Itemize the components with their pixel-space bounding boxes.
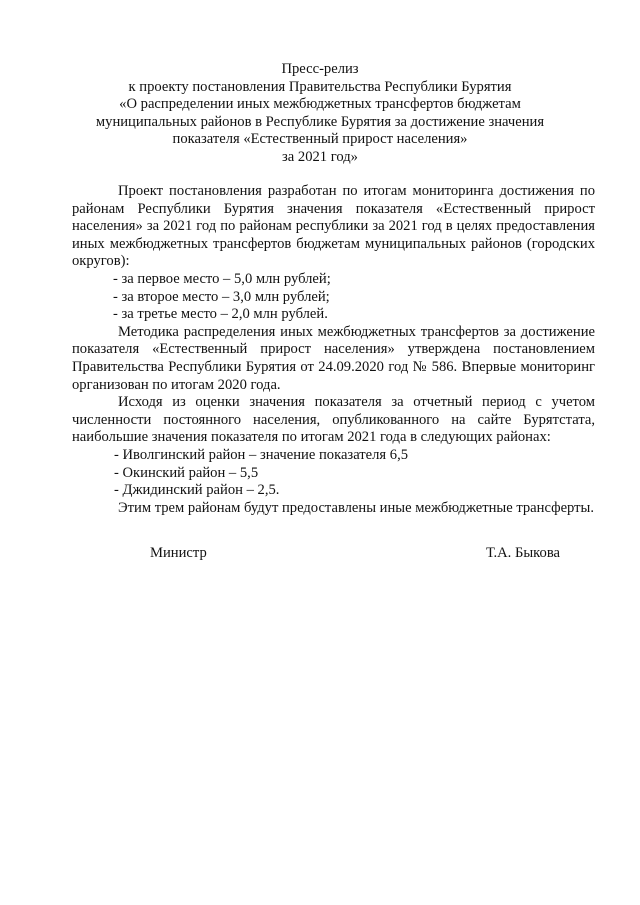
paragraph-conclusion: Этим трем районам будут предоставлены иные межбюджетные трансферты. (118, 499, 594, 516)
list-item-district-2: - Окинский район – 5,5 (114, 464, 259, 481)
list-item-district-3: - Джидинский район – 2,5. (114, 482, 280, 499)
paragraph-intro: Проект постановления разработан по итогам мониторинга достижения по районам Республики Бурятия значения показателя «Естественный прирост населения» за 2021 год по районам республики за 2021 год в целях предоставления иных межбюджетных трансфертов бюджетам муниципальных районов (городских округов): (72, 183, 595, 270)
title-line-4: муниципальных районов в Республике Бурятия за достижение значения (95, 113, 545, 130)
title-line-6: за 2021 год» (282, 148, 358, 165)
title-line-3: «О распределении иных межбюджетных трансфертов бюджетам (119, 96, 521, 113)
document-body (72, 183, 595, 517)
list-item-district-1: - Иволгинский район – значение показателя 6,5 (114, 446, 409, 463)
list-item-place-1: - за первое место – 5,0 млн рублей; (113, 270, 331, 287)
press-release-title (60, 61, 580, 167)
signatory-name: Т.А. Быкова (486, 545, 560, 561)
list-item-place-3: - за третье место – 2,0 млн рублей. (113, 306, 328, 323)
list-item-place-2: - за второе место – 3,0 млн рублей; (113, 288, 330, 305)
paragraph-assessment: Исходя из оценки значения показателя за отчетный период с учетом численности постоянного населения, опубликованного на сайте Бурятстата, наибольшие значения показателя по итогам 2021 года в следующих районах: (72, 394, 595, 446)
title-line-1: Пресс-релиз (281, 61, 359, 77)
title-line-2: к проекту постановления Правительства Республики Бурятия (128, 78, 512, 95)
signatory-role: Министр (150, 545, 207, 561)
title-line-5: показателя «Естественный прирост населения» (172, 131, 468, 148)
paragraph-methodology: Методика распределения иных межбюджетных трансфертов за достижение показателя «Естественный прирост населения» утверждена постановлением Правительства Республики Бурятия от 24.09.2020 год № 586. Впервые мониторинг организован по итогам 2020 года. (72, 323, 595, 393)
